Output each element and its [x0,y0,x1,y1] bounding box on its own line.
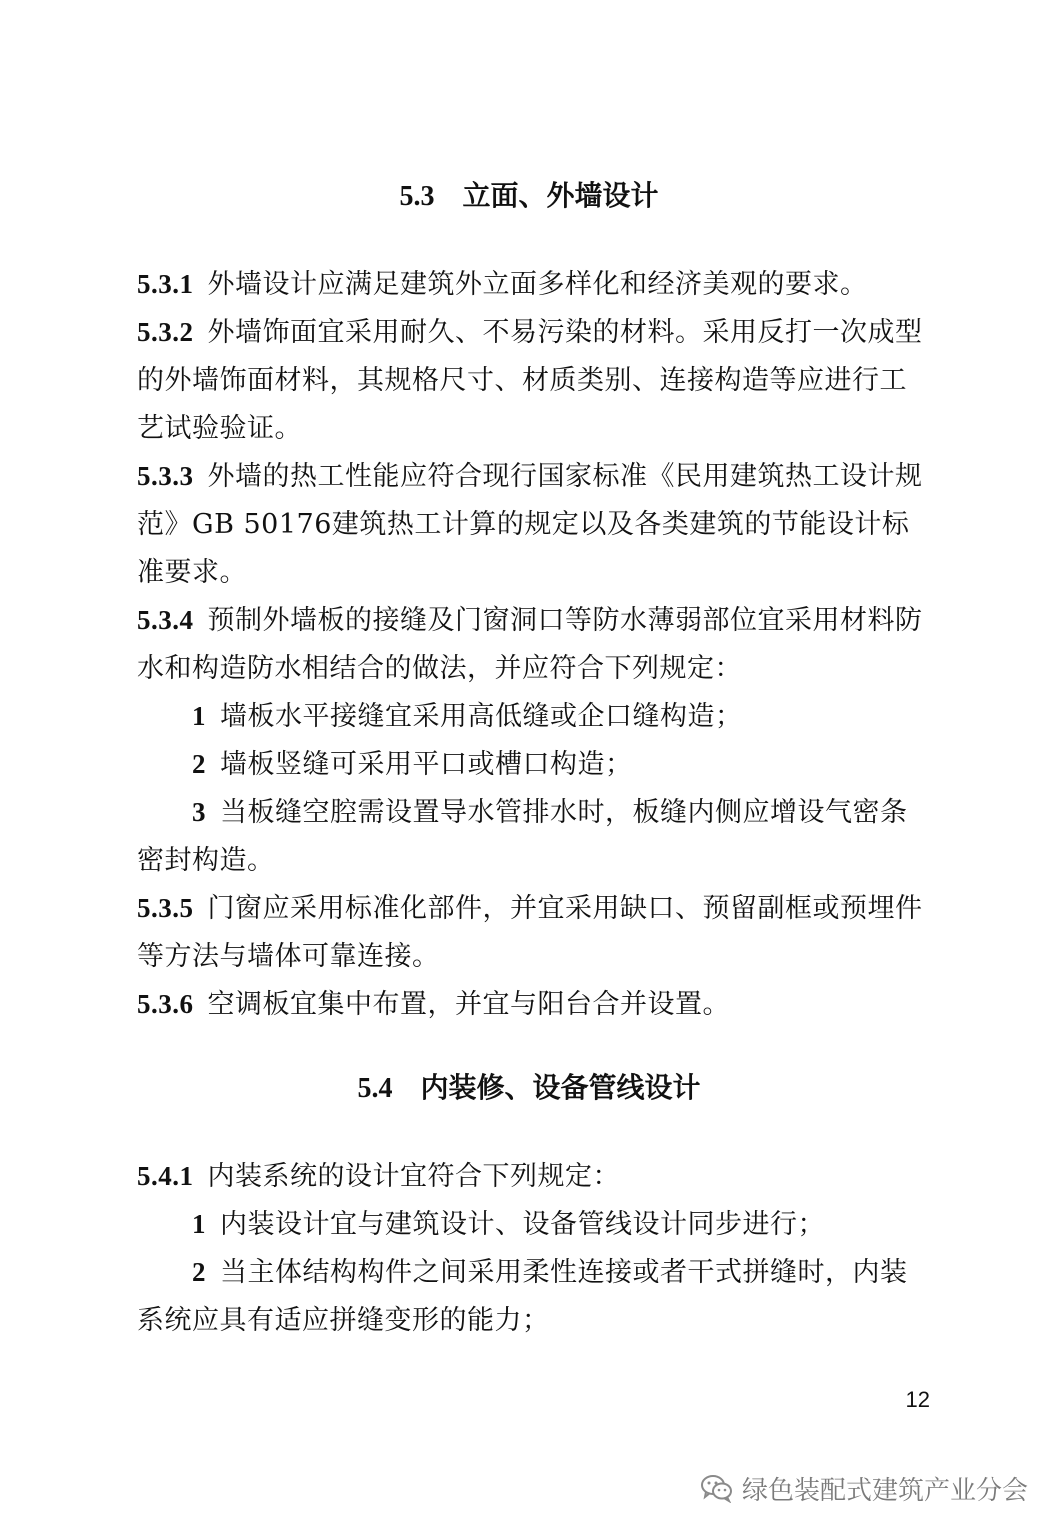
item-text: 墙板竖缝可采用平口或槽口构造； [220,749,633,780]
clause-5-3-6 [137,980,927,1029]
section-title: 内装修、设备管线设计 [420,1071,701,1104]
clause-5-3-5 [137,884,927,981]
item-text: 内装设计宜与建筑设计、设备管线设计同步进行； [220,1209,825,1240]
wechat-icon [700,1473,734,1503]
section-title: 立面、外墙设计 [462,179,659,212]
watermark-text: 绿色装配式建筑产业分会 [742,1475,1029,1506]
clause-5-4-1-item-2 [137,1248,927,1345]
clause-5-3-4-item-3 [137,788,927,885]
clause-5-4-1 [137,1152,927,1201]
clause-5-3-3 [137,452,927,597]
clause-5-3-2 [137,308,927,453]
item-number: 2 [192,749,206,779]
item-text: 当主体结构构件之间采用柔性连接或者干式拼缝时，内装系统应具有适应拼缝变形的能力； [137,1257,908,1336]
clause-text: 空调板宜集中布置，并宜与阳台合并设置。 [207,989,730,1020]
clause-text: 外墙饰面宜采用耐久、不易污染的材料。采用反打一次成型的外墙饰面材料，其规格尺寸、材质类别、连接构造等应进行工艺试验验证。 [137,317,923,444]
clause-number: 5.3.1 [137,269,194,299]
clause-number: 5.4.1 [137,1161,194,1191]
clause-text: 外墙设计应满足建筑外立面多样化和经济美观的要求。 [207,269,868,300]
clause-number: 5.3.4 [137,605,194,635]
item-number: 1 [192,701,206,731]
section-heading-5-4 [0,1068,1058,1109]
watermark [700,1468,1028,1508]
section-number: 5.3 [399,181,435,212]
clause-5-3-1 [137,260,927,309]
clause-number: 5.3.2 [137,317,194,347]
clause-text: 预制外墙板的接缝及门窗洞口等防水薄弱部位宜采用材料防水和构造防水相结合的做法，并应符合下列规定： [137,605,923,684]
section-number: 5.4 [357,1073,393,1104]
clause-5-4-1-item-1 [137,1200,927,1249]
item-number: 3 [192,797,206,827]
clause-text: 内装系统的设计宜符合下列规定： [207,1161,620,1192]
item-text: 当板缝空腔需设置导水管排水时，板缝内侧应增设气密条密封构造。 [137,797,908,876]
item-number: 2 [192,1257,206,1287]
section-heading-5-3 [0,176,1058,217]
clause-number: 5.3.6 [137,989,194,1019]
clause-number: 5.3.5 [137,893,194,923]
clause-5-3-4 [137,596,927,693]
clause-5-3-4-item-2 [137,740,927,789]
item-number: 1 [192,1209,206,1239]
clause-text: 门窗应采用标准化部件，并宜采用缺口、预留副框或预埋件等方法与墙体可靠连接。 [137,893,923,972]
clause-number: 5.3.3 [137,461,194,491]
page-number: 12 [905,1387,930,1412]
clause-5-3-4-item-1 [137,692,927,741]
clause-text: 外墙的热工性能应符合现行国家标准《民用建筑热工设计规范》GB 50176建筑热工计算的规定以及各类建筑的节能设计标准要求。 [137,461,923,588]
item-text: 墙板水平接缝宜采用高低缝或企口缝构造； [220,701,743,732]
